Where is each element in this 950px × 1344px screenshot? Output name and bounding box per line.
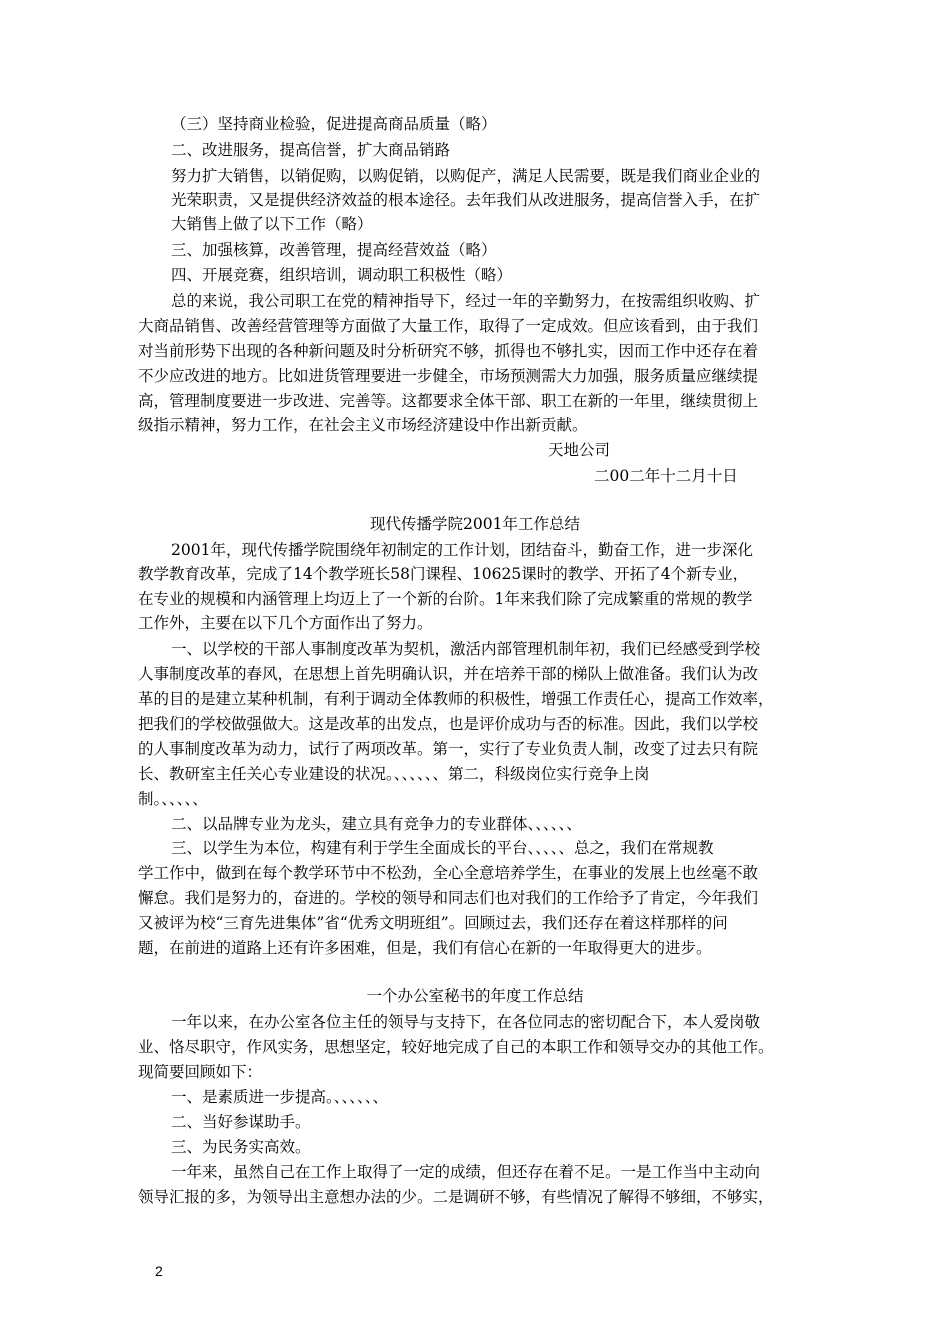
text-line: 工作外，主要在以下几个方面作出了努力。: [138, 614, 433, 632]
section-heading: 二、当好参谋助手。: [171, 1113, 311, 1131]
text-line: 懈怠。我们是努力的，奋进的。学校的领导和同志们也对我们的工作给予了肯定，今年我们: [138, 889, 759, 907]
text-line: 业、恪尽职守，作风实务，思想坚定，较好地完成了自己的本职工作和领导交办的其他工作。: [138, 1038, 774, 1056]
date-line: 二00二年十二月十日: [594, 467, 738, 485]
text-line: 制。、、、、、: [138, 790, 208, 808]
text-line: 领导汇报的多，为领导出主意想办法的少。二是调研不够，有些情况了解得不够细，不够实，: [138, 1188, 774, 1206]
text-line: 光荣职责，又是提供经济效益的根本途径。去年我们从改进服务，提高信誉入手，在扩: [171, 191, 761, 209]
text-line: 大销售上做了以下工作（略）: [171, 215, 373, 233]
section-heading: 三、加强核算，改善管理，提高经营效益（略）: [171, 241, 497, 259]
text-line: 现简要回顾如下：: [138, 1063, 263, 1081]
text-line: 把我们的学校做强做大。这是改革的出发点，也是评价成功与否的标准。因此，我们以学校: [138, 715, 759, 733]
text-line: 长、教研室主任关心专业建设的状况。、、、、、、第二，科级岗位实行竞争上岗: [138, 765, 650, 783]
text-line: 在专业的规模和内涵管理上均迈上了一个新的台阶。1年来我们除了完成繁重的常规的教学: [138, 590, 753, 608]
section-heading: 一、是素质进一步提高。、、、、、、: [171, 1088, 389, 1106]
text-line: 大商品销售、改善经营管理等方面做了大量工作，取得了一定成效。但应该看到，由于我们: [138, 317, 759, 335]
text-line: 一年来，虽然自己在工作上取得了一定的成绩，但还存在着不足。一是工作当中主动向: [171, 1163, 761, 1181]
text-line: 级指示精神，努力工作，在社会主义市场经济建设中作出新贡献。: [138, 416, 588, 434]
section-heading: 三、为民务实高效。: [171, 1138, 311, 1156]
text-line: 一、以学校的干部人事制度改革为契机，激活内部管理机制年初，我们已经感受到学校: [171, 640, 761, 658]
text-line: 一年以来，在办公室各位主任的领导与支持下，在各位同志的密切配合下，本人爱岗敬: [171, 1013, 761, 1031]
text-line: 2001年，现代传播学院围绕年初制定的工作计划，团结奋斗，勤奋工作，进一步深化: [171, 541, 753, 559]
doc-title: 现代传播学院2001年工作总结: [370, 515, 580, 533]
text-line: 高，管理制度要进一步改进、完善等。这都要求全体干部、职工在新的一年里，继续贯彻上: [138, 392, 759, 410]
text-line: 总的来说，我公司职工在党的精神指导下，经过一年的辛勤努力，在按需组织收购、扩: [171, 292, 761, 310]
page-number: 2: [155, 1263, 163, 1279]
section-heading: 二、以品牌专业为龙头，建立具有竞争力的专业群体、、、、、、: [171, 815, 582, 833]
text-line: 人事制度改革的春风，在思想上首先明确认识，并在培养干部的梯队上做准备。我们认为改: [138, 665, 759, 683]
text-line: 对当前形势下出现的各种新问题及时分析研究不够，抓得也不够扎实，因而工作中还存在着: [138, 342, 759, 360]
text-line: 题，在前进的道路上还有许多困难，但是，我们有信心在新的一年取得更大的进步。: [138, 939, 712, 957]
text-line: 教学教育改革，完成了14个教学班长58门课程、10625课时的教学、开拓了4个新专业，: [138, 565, 749, 583]
text-line: 又被评为校“三育先进集体”省“优秀文明班组”。回顾过去，我们还存在着这样那样的问: [138, 914, 728, 932]
signature: 天地公司: [548, 441, 611, 459]
text-line: 学工作中，做到在每个教学环节中不松劲，全心全意培养学生，在事业的发展上也丝毫不敢: [138, 864, 759, 882]
text-line: 三、以学生为本位，构建有利于学生全面成长的平台、、、、、总之，我们在常规教: [171, 839, 714, 857]
section-heading: 四、开展竞赛，组织培训，调动职工积极性（略）: [171, 266, 513, 284]
text-line: 革的目的是建立某种机制，有利于调动全体教师的积极性，增强工作责任心，提高工作效率，: [138, 690, 774, 708]
text-line: 努力扩大销售，以销促购，以购促销，以购促产，满足人民需要，既是我们商业企业的: [171, 167, 761, 185]
doc-title: 一个办公室秘书的年度工作总结: [366, 987, 584, 1005]
text-line: 的人事制度改革为动力，试行了两项改革。第一，实行了专业负责人制，改变了过去只有院: [138, 740, 759, 758]
text-line: 不少应改进的地方。比如进货管理要进一步健全，市场预测需大力加强，服务质量应继续提: [138, 367, 759, 385]
section-heading: 二、改进服务，提高信誉，扩大商品销路: [171, 141, 451, 159]
text-line: （三）坚持商业检验，促进提高商品质量（略）: [171, 115, 497, 133]
